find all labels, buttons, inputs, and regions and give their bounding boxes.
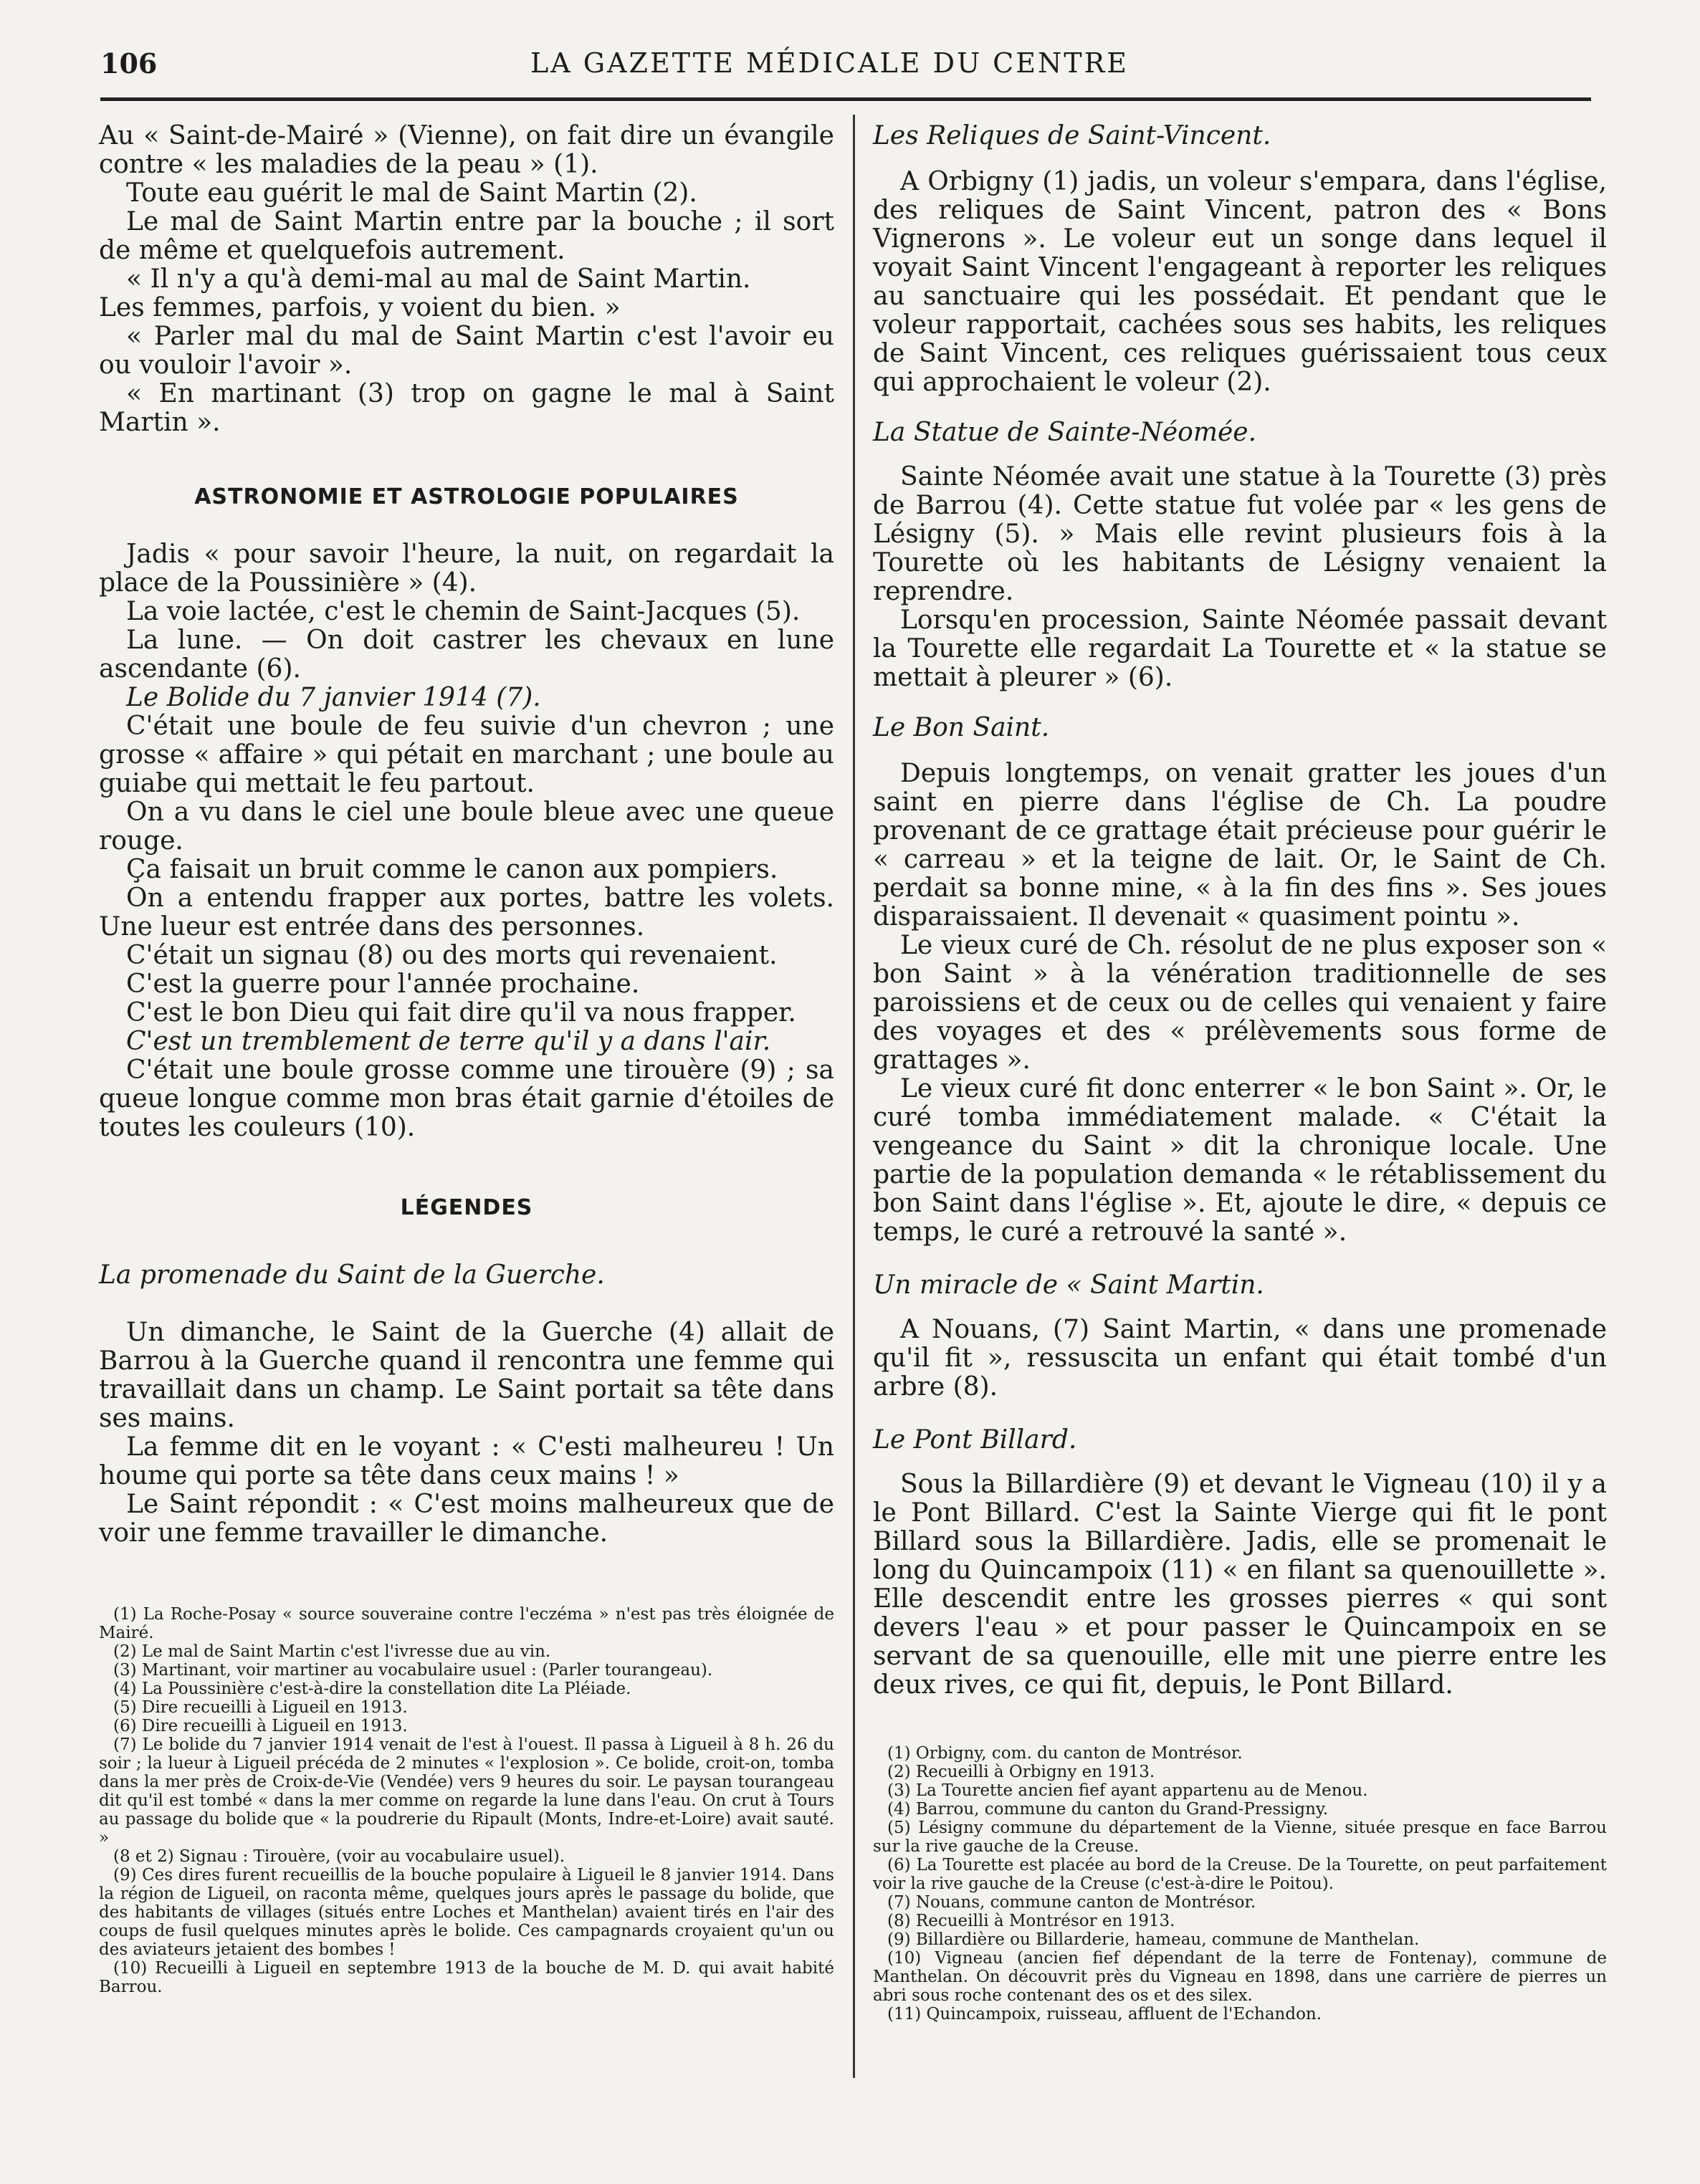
- paragraph: Jadis « pour savoir l'heure, la nuit, on regardait la place de la Poussinière » (4).: [99, 540, 834, 598]
- paragraph: Un dimanche, le Saint de la Guerche (4) allait de Barrou à la Guerche quand il rencontra une femme qui travaillait dans un champ. Le Saint portait sa tête dans ses mains.: [99, 1318, 834, 1433]
- paragraph: La lune. — On doit castrer les chevaux en lune ascendante (6).: [99, 626, 834, 684]
- header-rule: [100, 97, 1591, 101]
- page-number: 106: [100, 47, 158, 80]
- paragraph: La voie lactée, c'est le chemin de Saint-Jacques (5).: [126, 597, 801, 626]
- paragraph: Depuis longtemps, on venait gratter les joues d'un saint en pierre dans l'église de Ch. La poudre provenant de ce grattage était précieuse pour guérir le « carreau » et la teigne de lait. Or, le Saint de Ch. perdait sa bonne mine, « à la fin des fins ». Ses joues disparaissaient. Il devenait « quasiment pointu ».: [873, 759, 1607, 931]
- left-column: [99, 122, 834, 1996]
- paragraph: La femme dit en le voyant : « C'esti malheureu ! Un houme qui porte sa tête dans ceux mains ! »: [99, 1432, 834, 1490]
- footnote: (4) La Poussinière c'est-à-dire la constellation dite La Pléiade.: [113, 1680, 631, 1698]
- footnote: (5) Dire recueilli à Ligueil en 1913.: [113, 1698, 408, 1717]
- section-title-legendes: LÉGENDES: [400, 1195, 533, 1220]
- footnotes-right: [873, 1744, 1607, 2023]
- paragraph: C'était une boule de feu suivie d'un chevron ; une grosse « affaire » qui pétait en marchant ; une boule au guiabe qui mettait le feu partout.: [99, 712, 834, 798]
- paragraph: C'est la guerre pour l'année prochaine.: [126, 969, 640, 999]
- footnote: (1) Orbigny, com. du canton de Montrésor.: [887, 1744, 1243, 1763]
- paragraph: Le vieux curé fit donc enterrer « le bon Saint ». Or, le curé tomba immédiatement malade. « C'était la vengeance du Saint » dit la chronique locale. Une partie de la population demanda « le rétablissement du bon Saint dans l'église ». Et, ajoute le dire, « depuis ce temps, le curé a retrouvé la santé ».: [873, 1074, 1607, 1247]
- paragraph: Le vieux curé de Ch. résolut de ne plus exposer son « bon Saint » à la vénération traditionnelle de ses paroissiens et de ceux ou de celles qui venaient y faire des voyages et des « prélèvements sous forme de grattages ».: [873, 931, 1607, 1075]
- footnote: (7) Nouans, commune canton de Montrésor.: [887, 1893, 1256, 1912]
- paragraph: On a vu dans le ciel une boule bleue avec une queue rouge.: [99, 798, 834, 856]
- footnote: (2) Recueilli à Orbigny en 1913.: [887, 1763, 1155, 1781]
- column-divider: [853, 115, 855, 2078]
- section-title-astronomie: ASTRONOMIE ET ASTROLOGIE POPULAIRES: [194, 484, 739, 509]
- footnote: (10) Recueilli à Ligueil en septembre 1913 de la bouche de M. D. qui avait habité Barrou.: [99, 1959, 834, 1996]
- footnote: (1) La Roche-Posay « source souveraine contre l'eczéma » n'est pas très éloignée de Mairé.: [99, 1605, 834, 1642]
- footnote: (3) La Tourette ancien fief ayant appartenu au de Menou.: [887, 1781, 1368, 1800]
- page-header: [100, 42, 1591, 85]
- footnote: (3) Martinant, voir martiner au vocabulaire usuel : (Parler tourangeau).: [113, 1661, 713, 1680]
- paragraph: Sous la Billardière (9) et devant le Vigneau (10) il y a le Pont Billard. C'est la Sainte Vierge qui fit le pont Billard sous la Billardière. Jadis, elle se promenait le long du Quincampoix (11) « en filant sa quenouillette ». Elle descendit entre les grosses pierres « qui sont devers l'eau » et pour passer le Quincampoix en se servant de sa quenouille, elle mit une pierre entre les deux rives, ce qui fit, depuis, le Pont Billard.: [873, 1470, 1607, 1700]
- subheading-neomee: La Statue de Sainte-Néomée.: [873, 418, 1257, 447]
- footnote: (6) Dire recueilli à Ligueil en 1913.: [113, 1717, 408, 1735]
- footnote: (9) Billardière ou Billarderie, hameau, commune de Manthelan.: [887, 1930, 1420, 1949]
- footnote: (9) Ces dires furent recueillis de la bouche populaire à Ligueil le 8 janvier 1914. Dans la région de Ligueil, on raconta même, quelques jours après le passage du bolide, que des habitants de villages (situés entre Loches et Manthelan) avaient tirés en l'air des coups de fusil quelques minutes après le bolide. Ces campagnards croyaient qu'un ou des aviateurs jetaient des bombes !: [99, 1866, 834, 1959]
- footnote: (10) Vigneau (ancien fief dépendant de la terre de Fontenay), commune de Manthelan. On découvrit près du Vigneau en 1898, dans une carrière de pierres un abri sous roche contenant des os et des silex.: [873, 1949, 1607, 2005]
- paragraph: « Il n'y a qu'à demi-mal au mal de Saint Martin.: [126, 264, 751, 294]
- subheading-guerche: La promenade du Saint de la Guerche.: [99, 1260, 605, 1290]
- right-column: [873, 122, 1607, 2023]
- journal-title: LA GAZETTE MÉDICALE DU CENTRE: [530, 47, 1129, 79]
- paragraph: Le Bolide du 7 janvier 1914 (7).: [126, 683, 541, 712]
- footnote: (7) Le bolide du 7 janvier 1914 venait de l'est à l'ouest. Il passa à Ligueil à 8 h. 26 du soir ; la lueur à Ligueil précéda de 2 minutes « l'explosion ». Ce bolide, croit-on, tomba dans la mer près de Croix-de-Vie (Vendée) vers 9 heures du soir. Le paysan tourangeau dit qu'il est tombé « dans la mer comme on regarde la lune dans l'eau. On crut à Tours au passage du bolide que « la poudrerie du Ripault (Monts, Indre-et-Loire) avait sauté. »: [99, 1735, 834, 1847]
- paragraph: C'était une boule grosse comme une tirouère (9) ; sa queue longue comme mon bras était garnie d'étoiles de toutes les couleurs (10).: [99, 1055, 834, 1142]
- footnote: (8) Recueilli à Montrésor en 1913.: [887, 1912, 1175, 1930]
- subheading-bon-saint: Le Bon Saint.: [873, 713, 1050, 742]
- subheading-pont-billard: Le Pont Billard.: [873, 1425, 1077, 1455]
- paragraph: Sainte Néomée avait une statue à la Tourette (3) près de Barrou (4). Cette statue fut volée par « les gens de Lésigny (5). » Mais elle revint plusieurs fois à la Tourette où les habitants de Lésigny venaient la reprendre.: [873, 462, 1607, 606]
- paragraph: A Nouans, (7) Saint Martin, « dans une promenade qu'il fit », ressuscita un enfant qui était tombé d'un arbre (8).: [873, 1315, 1607, 1402]
- paragraph: Ça faisait un bruit comme le canon aux pompiers.: [126, 855, 778, 884]
- footnote: (2) Le mal de Saint Martin c'est l'ivresse due au vin.: [113, 1642, 551, 1661]
- paragraph: Les femmes, parfois, y voient du bien. »: [99, 293, 621, 322]
- paragraph: C'est un tremblement de terre qu'il y a dans l'air.: [126, 1027, 771, 1056]
- footnotes-left: [99, 1605, 834, 1996]
- paragraph: Le Saint répondit : « C'est moins malheureux que de voir une femme travailler le dimanche.: [99, 1490, 834, 1548]
- footnote: (4) Barrou, commune du canton du Grand-Pressigny.: [887, 1800, 1329, 1819]
- footnote: (5) Lésigny commune du département de la Vienne, située presque en face Barrou sur la rive gauche de la Creuse.: [873, 1819, 1607, 1856]
- paragraph: Lorsqu'en procession, Sainte Néomée passait devant la Tourette elle regardait La Tourette et « la statue se mettait à pleurer » (6).: [873, 605, 1607, 692]
- paragraph: Toute eau guérit le mal de Saint Martin (2).: [126, 178, 697, 208]
- paragraph: Le mal de Saint Martin entre par la bouche ; il sort de même et quelquefois autrement.: [99, 207, 834, 265]
- subheading-vincent: Les Reliques de Saint-Vincent.: [873, 121, 1271, 150]
- paragraph: « En martinant (3) trop on gagne le mal à Saint Martin ».: [99, 379, 834, 437]
- subheading-miracle: Un miracle de « Saint Martin.: [873, 1270, 1264, 1300]
- paragraph: On a entendu frapper aux portes, battre les volets. Une lueur est entrée dans des personnes.: [99, 883, 834, 942]
- footnote: (11) Quincampoix, ruisseau, affluent de l'Echandon.: [887, 2005, 1322, 2023]
- paragraph: C'est le bon Dieu qui fait dire qu'il va nous frapper.: [126, 998, 796, 1028]
- paragraph: C'était un signau (8) ou des morts qui revenaient.: [126, 941, 778, 970]
- paragraph: Au « Saint-de-Mairé » (Vienne), on fait dire un évangile contre « les maladies de la peau » (1).: [99, 121, 834, 179]
- paragraph: « Parler mal du mal de Saint Martin c'est l'avoir eu ou vouloir l'avoir ».: [99, 322, 834, 380]
- footnote: (6) La Tourette est placée au bord de la Creuse. De la Tourette, on peut parfaitement voir la rive gauche de la Creuse (c'est-à-dire le Poitou).: [873, 1856, 1607, 1893]
- footnote: (8 et 2) Signau : Tirouère, (voir au vocabulaire usuel).: [113, 1847, 565, 1866]
- paragraph: A Orbigny (1) jadis, un voleur s'empara, dans l'église, des reliques de Saint Vincent, patron des « Bons Vignerons ». Le voleur eut un songe dans lequel il voyait Saint Vincent l'engageant à reporter les reliques au sanctuaire qui les possédait. Et pendant que le voleur rapportait, cachées sous ses habits, les reliques de Saint Vincent, ces reliques guérissaient tous ceux qui approchaient le voleur (2).: [873, 167, 1607, 397]
